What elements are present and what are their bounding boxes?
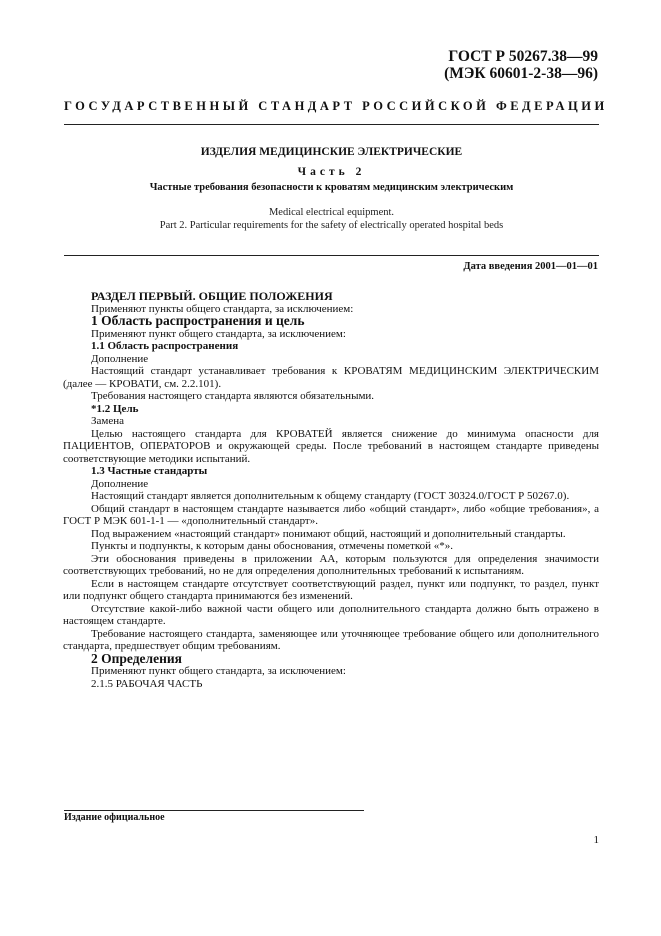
paragraph: Целью настоящего стандарта для КРОВАТЕЙ является снижение до минимума опасности для ПАЦИЕНТОВ, ОПЕРАТОРОВ и окружающей среды. После требований в настоящем стандарте приведены соответствующие методики испытаний. xyxy=(63,427,599,465)
amendment-label: Замена xyxy=(91,415,125,427)
document-title: ИЗДЕЛИЯ МЕДИЦИНСКИЕ ЭЛЕКТРИЧЕСКИЕ xyxy=(200,146,463,158)
effective-date: Дата введения 2001—01—01 xyxy=(463,261,598,272)
gost-code-block xyxy=(444,48,598,82)
paragraph: Общий стандарт в настоящем стандарте называется либо «общий стандарт», либо «общие требования», а ГОСТ Р МЭК 601-1-1 — «дополнительный стандарт». xyxy=(63,502,599,527)
paragraph: Если в настоящем стандарте отсутствует соответствующий раздел, пункт или подпункт, то раздел, пункт или подпункт общего стандарта принимаются без изменений. xyxy=(63,577,599,602)
paragraph: Настоящий стандарт является дополнительным к общему стандарту (ГОСТ 30324.0/ГОСТ Р 50267.0). xyxy=(91,490,570,502)
paragraph: Требования настоящего стандарта являются обязательными. xyxy=(91,390,375,402)
state-standard-heading: ГОСУДАРСТВЕННЫЙ СТАНДАРТ РОССИЙСКОЙ ФЕДЕРАЦИИ xyxy=(64,99,608,113)
iec-code: (МЭК 60601-2-38—96) xyxy=(444,65,598,82)
document-part: Часть 2 xyxy=(297,166,366,178)
page-number: 1 xyxy=(593,834,599,846)
document-body xyxy=(63,289,599,690)
english-title-line-2: Part 2. Particular requirements for the safety of electrically operated hospital beds xyxy=(159,220,504,231)
gost-code: ГОСТ Р 50267.38—99 xyxy=(448,48,598,65)
document-subtitle: Частные требования безопасности к кроватям медицинским электрическим xyxy=(149,182,514,193)
section-2-heading: 2 Определения xyxy=(91,650,182,666)
paragraph: Применяют пункты общего стандарта, за исключением: xyxy=(91,302,354,315)
subsection-1-3-heading: 1.3 Частные стандарты xyxy=(91,465,208,477)
section-1-heading: 1 Область распространения и цель xyxy=(91,313,305,328)
paragraph: Под выражением «настоящий стандарт» понимают общий, настоящий и дополнительный стандарты. xyxy=(91,527,566,540)
paragraph: Пункты и подпункты, к которым даны обоснования, отмечены пометкой «*». xyxy=(91,540,454,552)
english-title-line-1: Medical electrical equipment. xyxy=(268,207,395,218)
english-title xyxy=(64,206,599,232)
clause-2-1-5: 2.1.5 РАБОЧАЯ ЧАСТЬ xyxy=(91,677,203,690)
subsection-1-1-heading: 1.1 Область распространения xyxy=(91,340,239,352)
paragraph: Применяют пункт общего стандарта, за исключением: xyxy=(91,327,346,340)
paragraph: Настоящий стандарт устанавливает требования к КРОВАТЯМ МЕДИЦИНСКИМ ЭЛЕКТРИЧЕСКИМ (далее — КРОВАТИ, см. 2.2.101). xyxy=(63,365,599,390)
amendment-label: Дополнение xyxy=(91,477,149,490)
subsection-1-2-heading: *1.2 Цель xyxy=(91,402,139,415)
part-heading: РАЗДЕЛ ПЕРВЫЙ. ОБЩИЕ ПОЛОЖЕНИЯ xyxy=(91,289,333,303)
amendment-label: Дополнение xyxy=(91,352,149,365)
title-divider xyxy=(64,255,599,256)
footer-divider xyxy=(64,810,364,811)
paragraph: Требование настоящего стандарта, заменяющее или уточняющее требование общего или дополнительного стандарта, предшествует общим требованиям. xyxy=(63,627,599,652)
header-divider xyxy=(64,124,599,125)
paragraph: Эти обоснования приведены в приложении АА, которым пользуются для определения значимости соответствующих требований, но не для определения дополнительных требований к испытаниям. xyxy=(63,552,599,577)
official-edition-label: Издание официальное xyxy=(64,812,165,823)
paragraph: Отсутствие какой-либо важной части общего или дополнительного стандарта должно быть отражено в настоящем стандарте. xyxy=(63,602,599,627)
paragraph: Применяют пункт общего стандарта, за исключением: xyxy=(91,665,346,677)
